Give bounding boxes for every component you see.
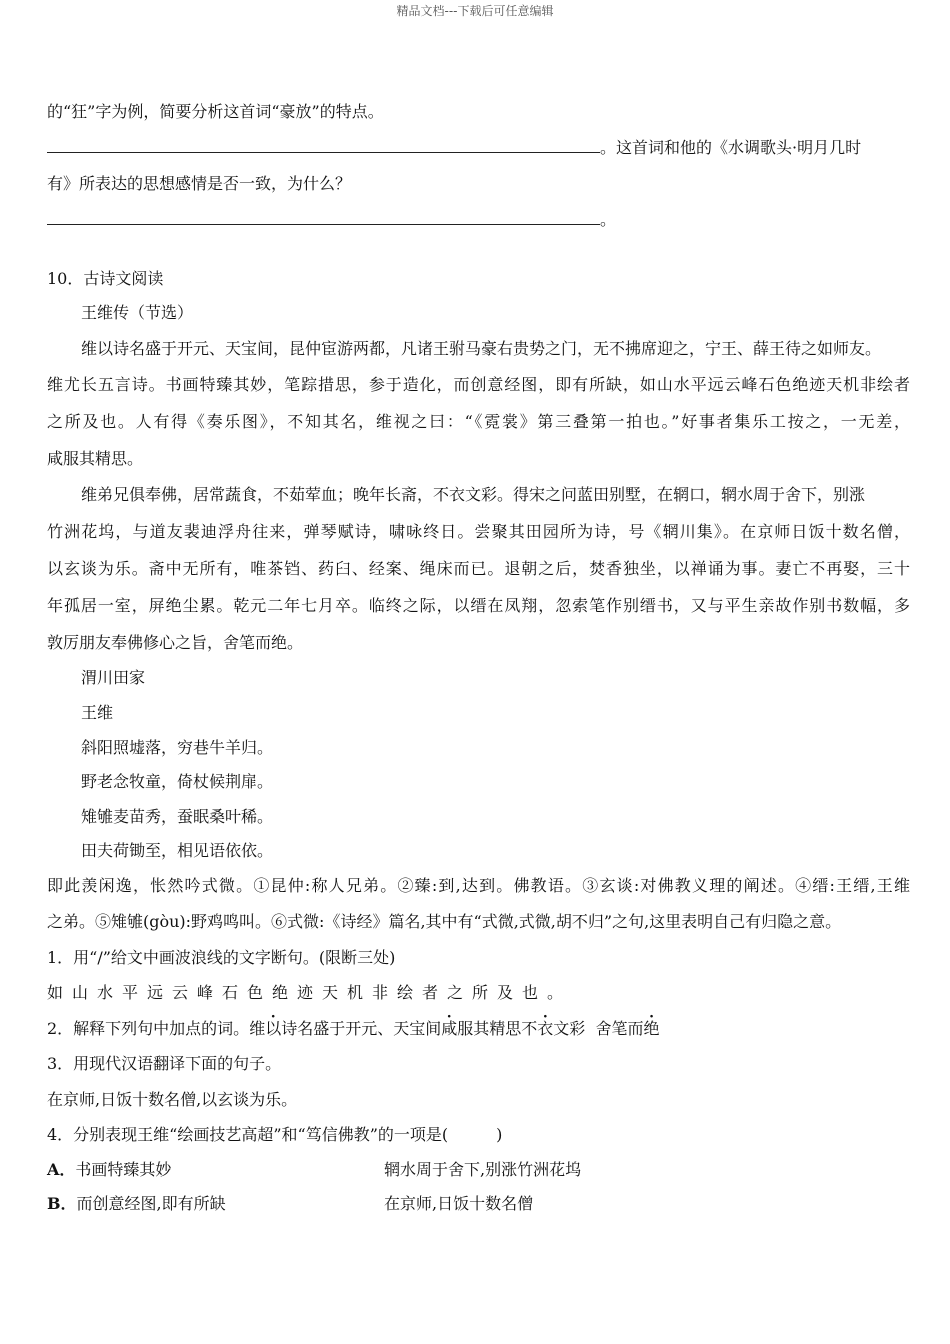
q9-line-4-text: 。 <box>600 210 617 229</box>
notes-line: 之弟。⑤雉雊(gòu):野鸡鸣叫。⑥式微:《诗经》篇名,其中有“式微,式微,胡不归”之句,这里表明自己有归隐之意。 <box>47 912 842 931</box>
answer-blank[interactable] <box>47 136 600 153</box>
answer-blank[interactable] <box>47 208 600 225</box>
phrase-part: 诗名盛于开元、天宝间 <box>281 1019 442 1038</box>
passage-line: 竹洲花坞，与道友裴迪浮舟往来，弹琴赋诗，啸咏终日。尝聚其田园所为诗，号《辋川集》。在京师日饭十数名僧， <box>47 522 910 541</box>
phrase-part: 文彩 <box>553 1019 586 1038</box>
option-left: 而创意经图,即有所缺 <box>76 1194 226 1213</box>
phrase-part: 不 <box>521 1019 538 1038</box>
option-right: 辋水周于舍下,别涨竹洲花坞 <box>384 1160 582 1179</box>
q9-line-3: 有》所表达的思想感情是否一致，为什么？ <box>47 174 352 193</box>
notes-line: 即此羡闲逸，怅然吟式微。①昆仲:称人兄弟。②臻:到,达到。佛教语。③玄谈:对佛教义理的阐述。④缙:王缙,王维 <box>47 876 910 895</box>
phrase-part: 维 <box>249 1019 266 1038</box>
passage-line: 维弟兄俱奉佛，居常蔬食，不茹荤血；晚年长斋，不衣文彩。得宋之问蓝田别墅，在辋口，辋水周于舍下，别涨 <box>81 485 866 504</box>
subquestion-3-text: 在京师,日饭十数名僧,以玄谈为乐。 <box>47 1090 298 1109</box>
poem-author: 王维 <box>81 703 114 722</box>
passage-line: 维以诗名盛于开元、天宝间，昆仲宦游两都，凡诸王驸马豪右贵势之门，无不拂席迎之，宁王、薛王待之如师友。 <box>81 339 882 358</box>
passage-line: 敦厉朋友奉佛修心之旨，舍笔而绝。 <box>47 633 304 652</box>
q10-heading: 10．古诗文阅读 <box>47 269 164 288</box>
q9-line-4 <box>47 208 910 231</box>
poem-line: 田夫荷锄至，相见语依依。 <box>81 841 274 860</box>
subquestion-1-text: 如山水平远云峰石色绝迹天机非绘者之所及也。 <box>47 983 573 1002</box>
passage-line: 以玄谈为乐。斋中无所有，唯茶铛、药臼、经案、绳床而已。退朝之后，焚香独坐，以禅诵为事。妻亡不再娶，三十 <box>47 559 910 578</box>
page-header: 精品文档---下载后可任意编辑 <box>396 4 554 18</box>
option-left: 书画特臻其妙 <box>75 1160 172 1179</box>
dotted-word: 衣 <box>537 1019 554 1038</box>
option-letter: A． <box>47 1160 76 1179</box>
passage-line: 之所及也。人有得《奏乐图》，不知其名，维视之曰：“《霓裳》第三叠第一拍也。”好事者集乐工按之，一无差， <box>47 412 910 431</box>
poem-line: 雉雊麦苗秀，蚕眠桑叶稀。 <box>81 807 274 826</box>
passage-line: 维尤长五言诗。书画特臻其妙，笔踪措思，参于造化，而创意经图，即有所缺，如山水平远云峰石色绝迹天机非绘者 <box>47 375 910 394</box>
dotted-word: 以 <box>265 1019 282 1038</box>
phrase-part: 舍笔而 <box>595 1019 644 1038</box>
phrase-part: 服其精思 <box>457 1019 522 1038</box>
q9-line-2-text: 。这首词和他的《水调歌头·明月几时 <box>600 138 862 157</box>
bio-title: 王维传（节选） <box>81 303 194 322</box>
subquestion-3: 3．用现代汉语翻译下面的句子。 <box>47 1054 282 1073</box>
option-letter: B． <box>47 1194 77 1213</box>
option-b[interactable] <box>47 1193 910 1215</box>
subquestion-4: 4．分别表现王维“绘画技艺高超”和“笃信佛教”的一项是( ) <box>47 1125 503 1144</box>
subquestion-1: 1．用“/”给文中画波浪线的文字断句。(限断三处) <box>47 948 396 967</box>
poem-line: 野老念牧童，倚杖候荆扉。 <box>81 772 274 791</box>
q9-line-2 <box>47 136 910 159</box>
poem-title: 渭川田家 <box>81 668 146 687</box>
dotted-word: 咸 <box>441 1019 458 1038</box>
poem-line: 斜阳照墟落，穷巷牛羊归。 <box>81 738 274 757</box>
subquestion-2-prompt: 2．解释下列句中加点的词。 <box>47 1019 250 1038</box>
q9-line-1: 的“狂”字为例，简要分析这首词“豪放”的特点。 <box>47 102 384 121</box>
passage-line: 咸服其精思。 <box>47 449 144 468</box>
option-right: 在京师,日饭十数名僧 <box>384 1194 534 1213</box>
dotted-word: 绝 <box>643 1019 660 1038</box>
option-a[interactable] <box>47 1159 910 1181</box>
passage-line: 年孤居一室，屏绝尘累。乾元二年七月卒。临终之际，以缙在凤翔，忽索笔作别缙书，又与平生亲故作别书数幅，多 <box>47 596 910 615</box>
subquestion-2 <box>47 1018 910 1040</box>
